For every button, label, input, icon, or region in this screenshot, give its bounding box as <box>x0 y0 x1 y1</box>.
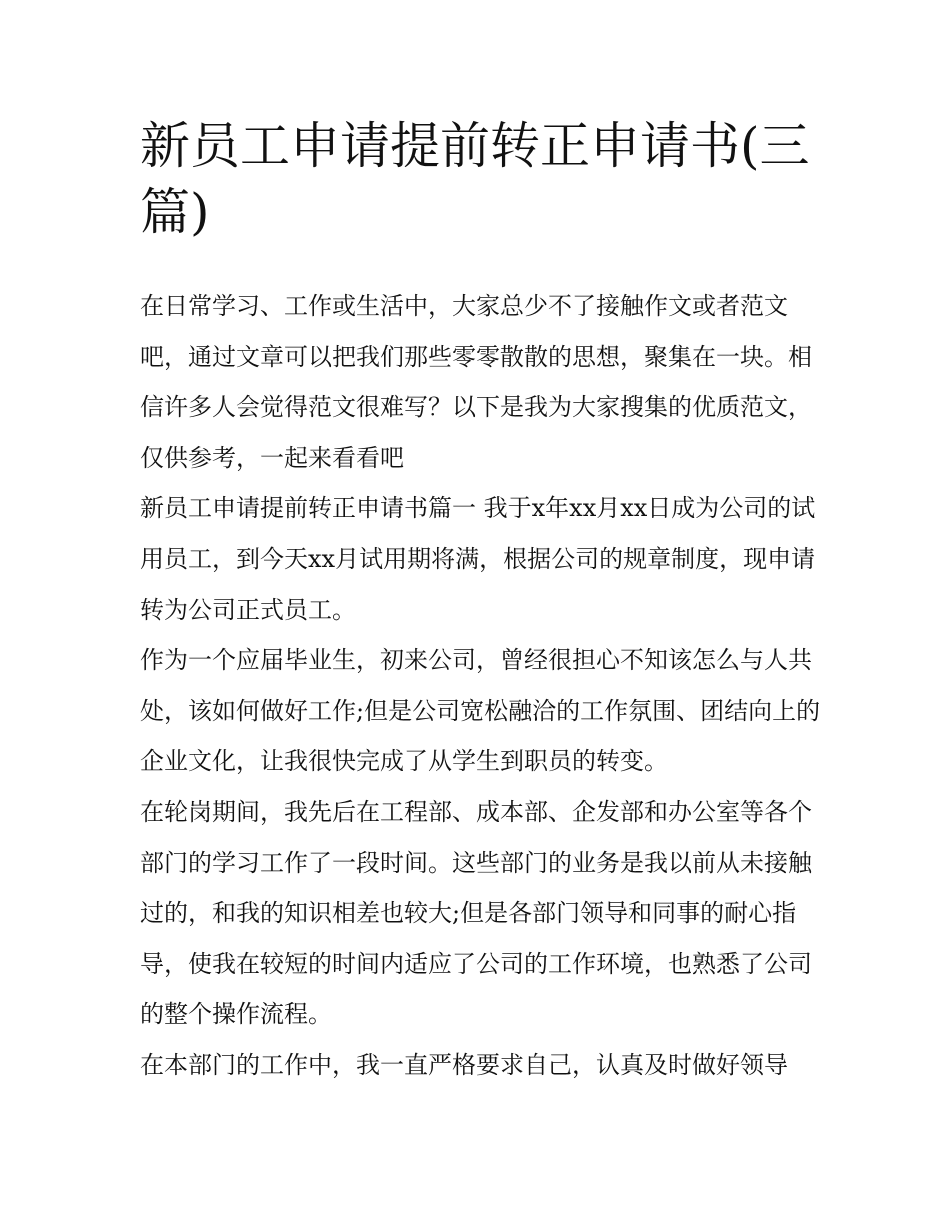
paragraph-3: 在轮岗期间，我先后在工程部、成本部、企发部和办公室等各个部门的学习工作了一段时间。这些部门的业务是我以前从未接触过的，和我的知识相差也较大;但是各部门领导和同事的耐心指导，使我在较短的时间内适应了公司的工作环境，也熟悉了公司的整个操作流程。 <box>140 797 812 1029</box>
paragraph-1: 新员工申请提前转正申请书篇一 我于x年xx月xx日成为公司的试用员工，到今天xx月试用期将满，根据公司的规章制度，现申请转为公司正式员工。 <box>140 494 816 624</box>
document-body <box>140 281 830 1091</box>
document-title: 新员工申请提前转正申请书(三篇) <box>140 117 810 241</box>
paragraph-4: 在本部门的工作中，我一直严格要求自己，认真及时做好领导 <box>140 1050 788 1079</box>
paragraph-intro: 在日常学习、工作或生活中，大家总少不了接触作文或者范文吧，通过文章可以把我们那些零零散散的思想，聚集在一块。相信许多人会觉得范文很难写？以下是我为大家搜集的优质范文，仅供参考，一起来看看吧 <box>140 292 812 472</box>
paragraph-2: 作为一个应届毕业生，初来公司，曾经很担心不知该怎么与人共处，该如何做好工作;但是公司宽松融洽的工作氛围、团结向上的企业文化，让我很快完成了从学生到职员的转变。 <box>140 646 821 776</box>
